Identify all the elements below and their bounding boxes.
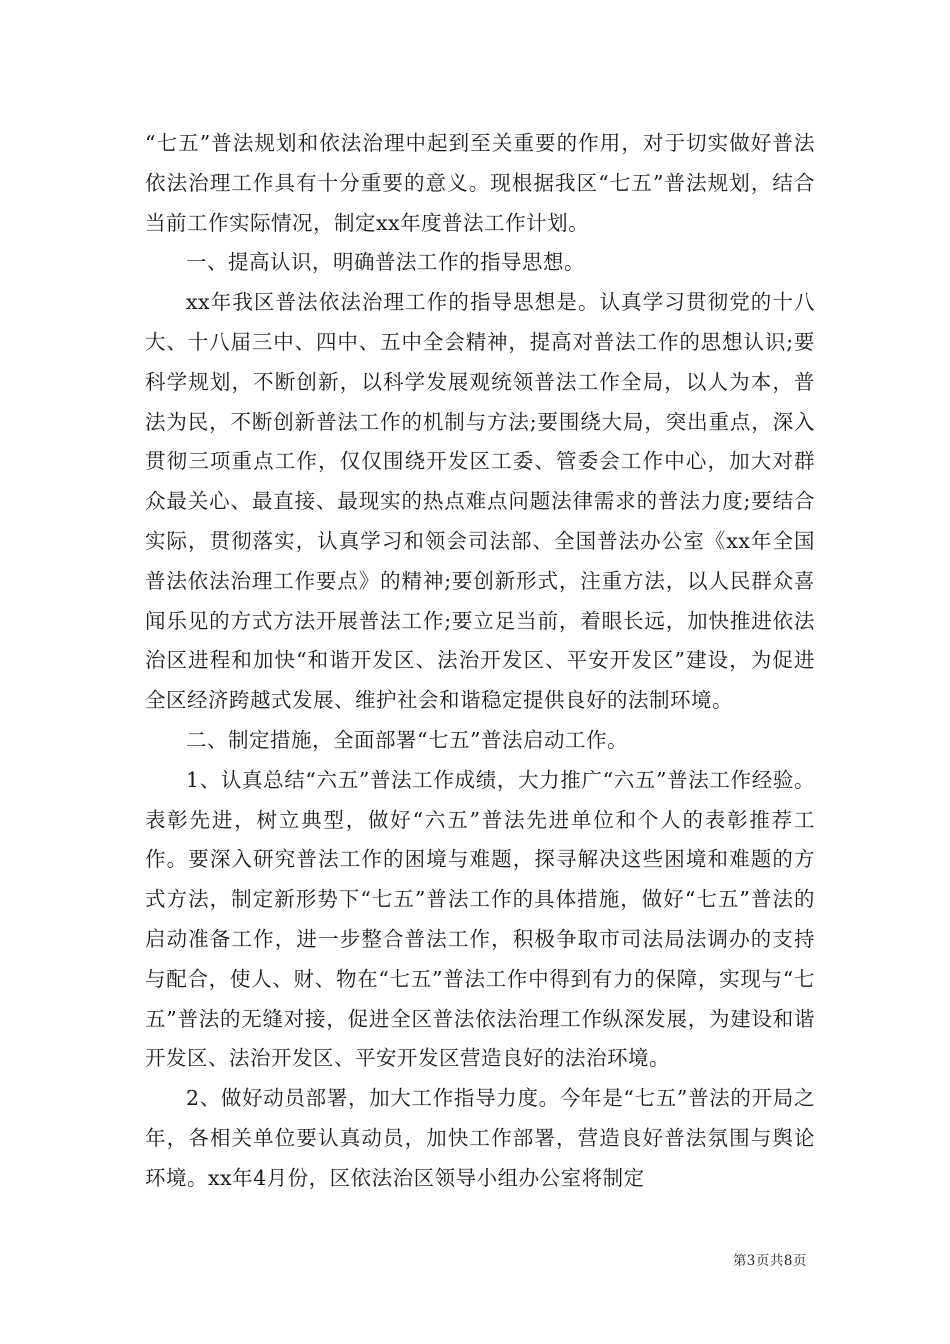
paragraph-intro: “七五”普法规划和依法治理中起到至关重要的作用，对于切实做好普法依法治理工作具有十分重要的意义。现根据我区“七五”普法规划，结合当前工作实际情况，制定xx年度普法工作计划。: [145, 131, 815, 235]
paragraph-item-two: 2、做好动员部署，加大工作指导力度。今年是“七五”普法的开局之年，各相关单位要认真动员，加快工作部署，营造良好普法氛围与舆论环境。xx年4月份，区依法治区领导小组办公室将制定: [145, 1086, 815, 1190]
paragraph-item-one: 1、认真总结“六五”普法工作成绩，大力推广“六五”普法工作经验。表彰先进，树立典型，做好“六五”普法先进单位和个人的表彰推荐工作。要深入研究普法工作的困境与难题，探寻解决这些困境和难题的方式方法，制定新形势下“七五”普法工作的具体措施，做好“七五”普法的启动准备工作，进一步整合普法工作，积极争取市司法局法调办的支持与配合，使人、财、物在“七五”普法工作中得到有力的保障，实现与“七五”普法的无缝对接，促进全区普法依法治理工作纵深发展，为建设和谐开发区、法治开发区、平安开发区营造良好的法治环境。: [145, 767, 815, 1071]
paragraph-guiding-ideology: xx年我区普法依法治理工作的指导思想是。认真学习贯彻党的十八大、十八届三中、四中、五中全会精神，提高对普法工作的思想认识;要科学规划，不断创新，以科学发展观统领普法工作全局，以人为本，普法为民，不断创新普法工作的机制与方法;要围绕大局，突出重点，深入贯彻三项重点工作，仅仅围绕开发区工委、管委会工作中心，加大对群众最关心、最直接、最现实的热点难点问题法律需求的普法力度;要结合实际，贯彻落实，认真学习和领会司法部、全国普法办公室《xx年全国普法依法治理工作要点》的精神;要创新形式，注重方法，以人民群众喜闻乐见的方式方法开展普法工作;要立足当前，着眼长远，加快推进依法治区进程和加快“和谐开发区、法治开发区、平安开发区”建设，为促进全区经济跨越式发展、维护社会和谐稳定提供良好的法制环境。: [145, 290, 815, 713]
document-body: [145, 124, 815, 1199]
heading-section-two: 二、制定措施，全面部署“七五”普法启动工作。: [186, 727, 628, 752]
page-number: 第3页共8页: [732, 1253, 807, 1269]
heading-section-one: 一、提高认识，明确普法工作的指导思想。: [186, 250, 585, 275]
